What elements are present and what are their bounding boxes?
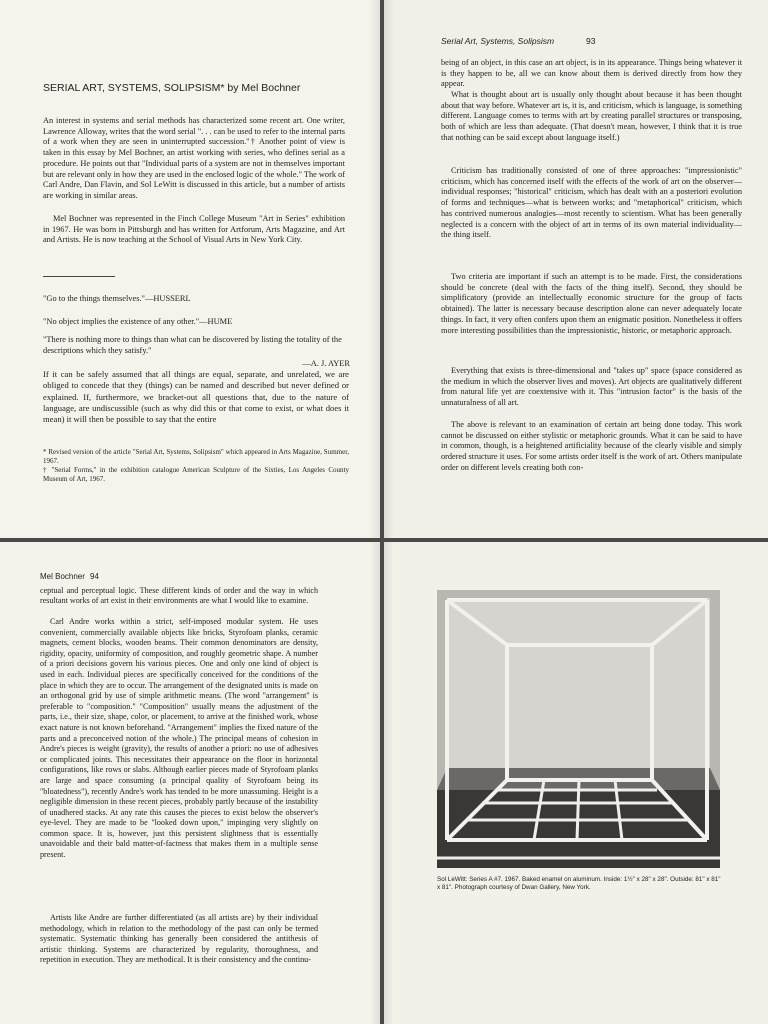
page-92 bbox=[0, 0, 380, 538]
lewitt-series-a-image bbox=[437, 590, 720, 868]
page-94 bbox=[0, 542, 380, 1024]
gutter-shadow bbox=[384, 542, 394, 1024]
paragraph: Carl Andre works within a strict, self-imposed modular system. He uses convenient, commercially available objects like bricks, Styrofoam planks, ceramic magnets, cement blocks, wooden beams. Their common denominators are density, rigidity, opacity, uniformity of composition, and roughly geometric shape. A number of a priori decisions govern his various pieces. One and only one kind of object is used in each. Individual pieces are specifically conceived for the conditions of the place in which they are to occur. The arrangement of the designated units is made on an orthogonal grid by use of simple arithmetic means. (The word "arrangement" is preferable to "composition." "Composition" usually means the adjustment of the parts, i.e., their size, shape, color, or placement, to arrive at the finished work, whose exact nature is not known beforehand. "Arrangement" implies the fixed nature of the parts and a preconceived notion of the whole.) The principal means of cohesion in Andre's pieces is weight (gravity), the results of another a priori: no use of adhesives or complicated joints. This necessitates their appearance on the floor in horizontal configurations, like rows or slabs. Although earlier pieces made of Styrofoam planks are large and space consuming (a principal quality of Styrofoam being its "bloatedness"), recently Andre's work has tended to be more unassuming. Height is a negligible dimension in these recent pieces, probably partly because of the instability of unadhered stacks. At any rate this causes the pieces to exist below the observer's eye-level. They are made to be "looked down upon," impinging very slightly on common space. It is, however, just this persistent slightness that is essentially unavoidable and their bald matter-of-factness that makes them in a multiple sense present. bbox=[40, 617, 318, 860]
gutter-shadow bbox=[370, 0, 380, 538]
running-head: Serial Art, Systems, Solipsism bbox=[441, 36, 555, 46]
paragraph: Artists like Andre are further differentiated (as all artists are) by their individual methodology, which in relation to the methodology of the past can only be termed systematic. Systematic thinking has generally been considered the antithesis of artistic thinking. Systems are characterized by regularity, thoroughness, and repetition in execution. They are methodical. It is their consistency and the continu- bbox=[40, 913, 318, 965]
paragraph: Everything that exists is three-dimensional and "takes up" space (space considered as the medium in which the observer lives and moves). Art objects are qualitatively different from natural life yet are coextensive with it. This "intrusion factor" is the basis of the unnaturalness of all art. bbox=[441, 366, 742, 408]
sculpture-photograph bbox=[437, 590, 720, 868]
paragraph: ceptual and perceptual logic. These different kinds of order and the way in which resultant works of art exist in their environments are what I would like to examine. bbox=[40, 586, 318, 606]
paragraph: The above is relevant to an examination of certain art being done today. This work cannot be discussed on either stylistic or metaphoric grounds. What it can be said to have in common, though, is a heightened artificiality because of the clearly visible and simply ordered structure it uses. For some artists order itself is the work of art. Others manipulate order on different levels creating both con- bbox=[441, 420, 742, 472]
epigraph-ayer: "There is nothing more to things than what can be discovered by listing the totality of the descriptions which they satisfy." bbox=[43, 335, 342, 355]
epigraph-hume: "No object implies the existence of any other."—HUME bbox=[43, 317, 233, 326]
gutter-shadow bbox=[384, 0, 394, 538]
paragraph: Two criteria are important if such an attempt is to be made. First, the considerations should be concrete (deal with the facts of the thing itself). Second, they should be simplificatory (provide an intellectually economic structure for the group of facts obtained). The latter is necessary because description alone can never adequately locate things. In fact, it very often confers upon them an enigmatic position. Nonetheless it offers more interesting possibilities than the impressionistic, historic, or metaphoric approach. bbox=[441, 272, 742, 335]
footnote-2: † "Serial Forms," in the exhibition catalogue American Sculpture of the Sixties, Los Angeles County Museum of Art, 1967. bbox=[43, 466, 349, 483]
gutter-shadow bbox=[370, 542, 380, 1024]
page-number: 94 bbox=[90, 572, 99, 581]
paragraph: What is thought about art is usually only thought about because it has been thought about that way before. Whatever art is, it is, and criticism, which is language, is something different. Language comes to terms with art by creating parallel structures or transposing, both of which are less than adequate. (That doesn't mean, however, I think that it is true that nothing can be said except about language itself.) bbox=[441, 90, 742, 142]
running-head: Mel Bochner bbox=[40, 572, 85, 581]
divider-rule bbox=[43, 276, 115, 277]
paragraph: Criticism has traditionally consisted of one of three approaches: "impressionistic" criticism, which has concerned itself with the effects of the work of art on the observer—individual responses; "historical" criticism, which has dealt with an a posteriori evolution of forms and techniques—what is between works; and "metaphorical" criticism, which has contrived numerous analogies—most recently to scientism. What has been generally neglected is a concern with the object of art in terms of its own material individuality—the thing itself. bbox=[441, 166, 742, 240]
article-title: SERIAL ART, SYSTEMS, SOLIPSISM* by Mel Bochner bbox=[43, 82, 301, 94]
footnote-1: * Revised version of the article "Serial Art, Systems, Solipsism" which appeared in Arts Magazine, Summer, 1967. bbox=[43, 448, 349, 465]
page-number: 93 bbox=[586, 36, 596, 46]
author-bio: Mel Bochner was represented in the Finch College Museum "Art in Series" exhibition in 1967. He was born in Pittsburgh and has written for Artforum, Arts Magazine, and Art and Artists. He is now teaching at the School of Visual Arts in New York City. bbox=[43, 214, 345, 245]
epigraph-husserl: "Go to the things themselves."—HUSSERL bbox=[43, 294, 191, 303]
paragraph: being of an object, in this case an art object, is in its appearance. Things being whatever it is they happen to be, all we can know about them is derived directly from how they appear. bbox=[441, 58, 742, 89]
intro-paragraph: An interest in systems and serial methods has characterized some recent art. One writer, Lawrence Alloway, writes that the word serial ". . . can be used to refer to the internal parts of a work when they are seen in uninterrupted succession."† Another point of view is taken in this essay by Mel Bochner, an artist working with series, who defines serial as a procedure. He points out that "Individual parts of a system are not in themselves important but are relevant only in how they are used in the enclosed logic of the whole." The work of Carl Andre, Dan Flavin, and Sol LeWitt is discussed in this article, but a number of artists are working in similar areas. bbox=[43, 116, 345, 200]
photo-caption: Sol LeWitt: Series A #7. 1967. Baked enamel on aluminum. Inside: 1½" x 28" x 28". Outside: 81" x 81" x 81". Photograph courtesy of Dwan Gallery, New York. bbox=[437, 876, 721, 892]
epigraph-ayer-attribution: —A. J. AYER bbox=[302, 359, 350, 368]
body-text-opening: If it can be safely assumed that all things are equal, separate, and unrelated, we are obliged to concede that they (things) can be named and described but never defined or explained. If, furthermore, we bracket-out all questions that, due to the nature of language, are undiscussible (such as why did this or that come to exist, or what does it mean) it will then be possible to say that the entire bbox=[43, 369, 349, 425]
page-93 bbox=[384, 0, 768, 538]
